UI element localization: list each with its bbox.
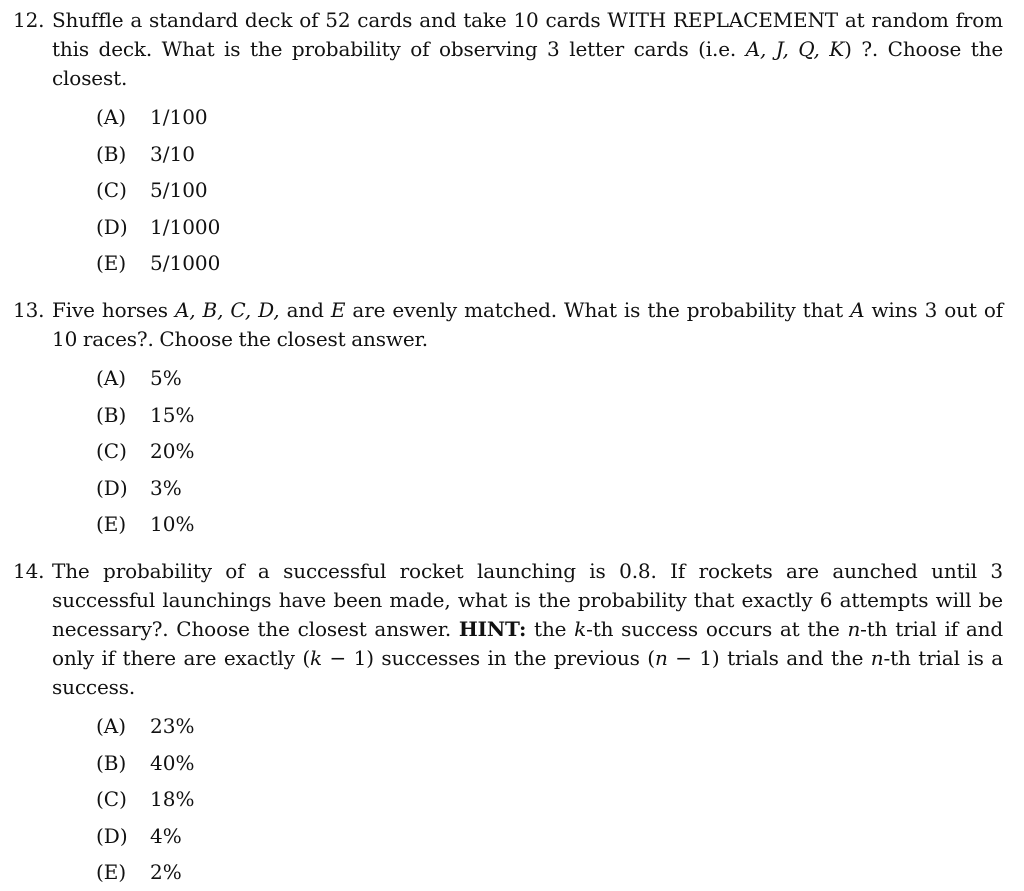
math-horse-e: E [330,298,346,322]
question-text-part: − 1) trials and the [667,646,871,670]
option-value: 5/100 [150,178,208,202]
question-text-part: are evenly matched. What is the probability that [345,298,851,322]
option-label: (C) [96,178,127,202]
option-d[interactable] [96,209,1003,246]
option-label: (E) [96,860,127,884]
option-label: (D) [96,475,128,500]
question-number: 12. [13,8,45,32]
option-value: 15% [150,402,195,427]
question-text-part: -th trial if and only if there are exactly ( [52,617,1004,670]
option-value: 10% [150,512,195,536]
option-label: (D) [96,214,128,239]
math-n: n [654,646,668,670]
option-label: (C) [96,439,127,463]
option-value: 2% [150,860,182,884]
hint-label: HINT: [458,617,527,641]
option-value: 4% [150,823,182,848]
option-label: (A) [96,714,127,738]
option-a[interactable] [96,99,1003,136]
math-n: n [847,617,861,641]
question-text-part: ) ?. Choose the closest. [52,37,1004,90]
option-value: 5/1000 [150,251,221,275]
option-value: 40% [150,750,195,775]
option-c[interactable] [96,433,1003,470]
option-label: (B) [96,402,127,427]
option-label: (E) [96,251,127,275]
option-label: (C) [96,787,127,811]
answer-options [13,99,1003,282]
question-12 [13,6,1003,282]
option-e[interactable] [96,854,1003,891]
math-card-letters: A, J, Q, K [745,37,845,61]
question-text-part: The probability of a successful rocket launching is 0.8. If rockets are aunched until 3 successful launchings have been made, what is the probability that exactly 6 attempts will be necessary?. Choose the closest answer. [52,559,1003,641]
question-14 [13,557,1003,891]
question-number: 14. [13,559,45,583]
option-d[interactable] [96,818,1003,855]
question-number: 13. [13,298,45,322]
option-value: 20% [150,439,195,463]
question-text-part: -th trial is a success. [52,646,1004,699]
option-value: 23% [150,714,195,738]
option-value: 3/10 [150,141,195,166]
option-a[interactable] [96,360,1003,397]
question-text-part: wins 3 out of 10 races?. Choose the closest answer. [52,298,1004,351]
question-text [13,557,1003,702]
option-label: (E) [96,512,127,536]
option-c[interactable] [96,781,1003,818]
question-text-part: − 1) successes in the previous ( [321,646,655,670]
math-horse-a: A [850,298,865,322]
option-b[interactable] [96,745,1003,782]
option-value: 5% [150,366,182,390]
math-horses: A, B, C, D, [174,298,280,322]
math-n: n [870,646,884,670]
option-label: (B) [96,750,127,775]
option-label: (A) [96,105,127,129]
option-label: (B) [96,141,127,166]
option-label: (D) [96,823,128,848]
option-value: 1/100 [150,105,208,129]
question-text [13,296,1003,354]
question-text-part: -th success occurs at the [586,617,848,641]
option-value: 3% [150,475,182,500]
question-13 [13,296,1003,543]
option-b[interactable] [96,397,1003,434]
question-text-part: and [279,298,331,322]
answer-options [13,708,1003,891]
answer-options [13,360,1003,543]
option-value: 1/1000 [150,214,221,239]
option-label: (A) [96,366,127,390]
option-e[interactable] [96,506,1003,543]
question-text-part: Five horses [52,298,175,322]
option-b[interactable] [96,136,1003,173]
question-text-part: Shuffle a standard deck of 52 cards and take 10 cards WITH REPLACEMENT at random from this deck. What is the probability of observing 3 letter cards (i.e. [52,8,1003,61]
option-a[interactable] [96,708,1003,745]
question-text-part: the [526,617,575,641]
option-value: 18% [150,787,195,811]
option-c[interactable] [96,172,1003,209]
option-e[interactable] [96,245,1003,282]
math-k: k [574,617,587,641]
question-text [13,6,1003,93]
math-k: k [309,646,322,670]
option-d[interactable] [96,470,1003,507]
